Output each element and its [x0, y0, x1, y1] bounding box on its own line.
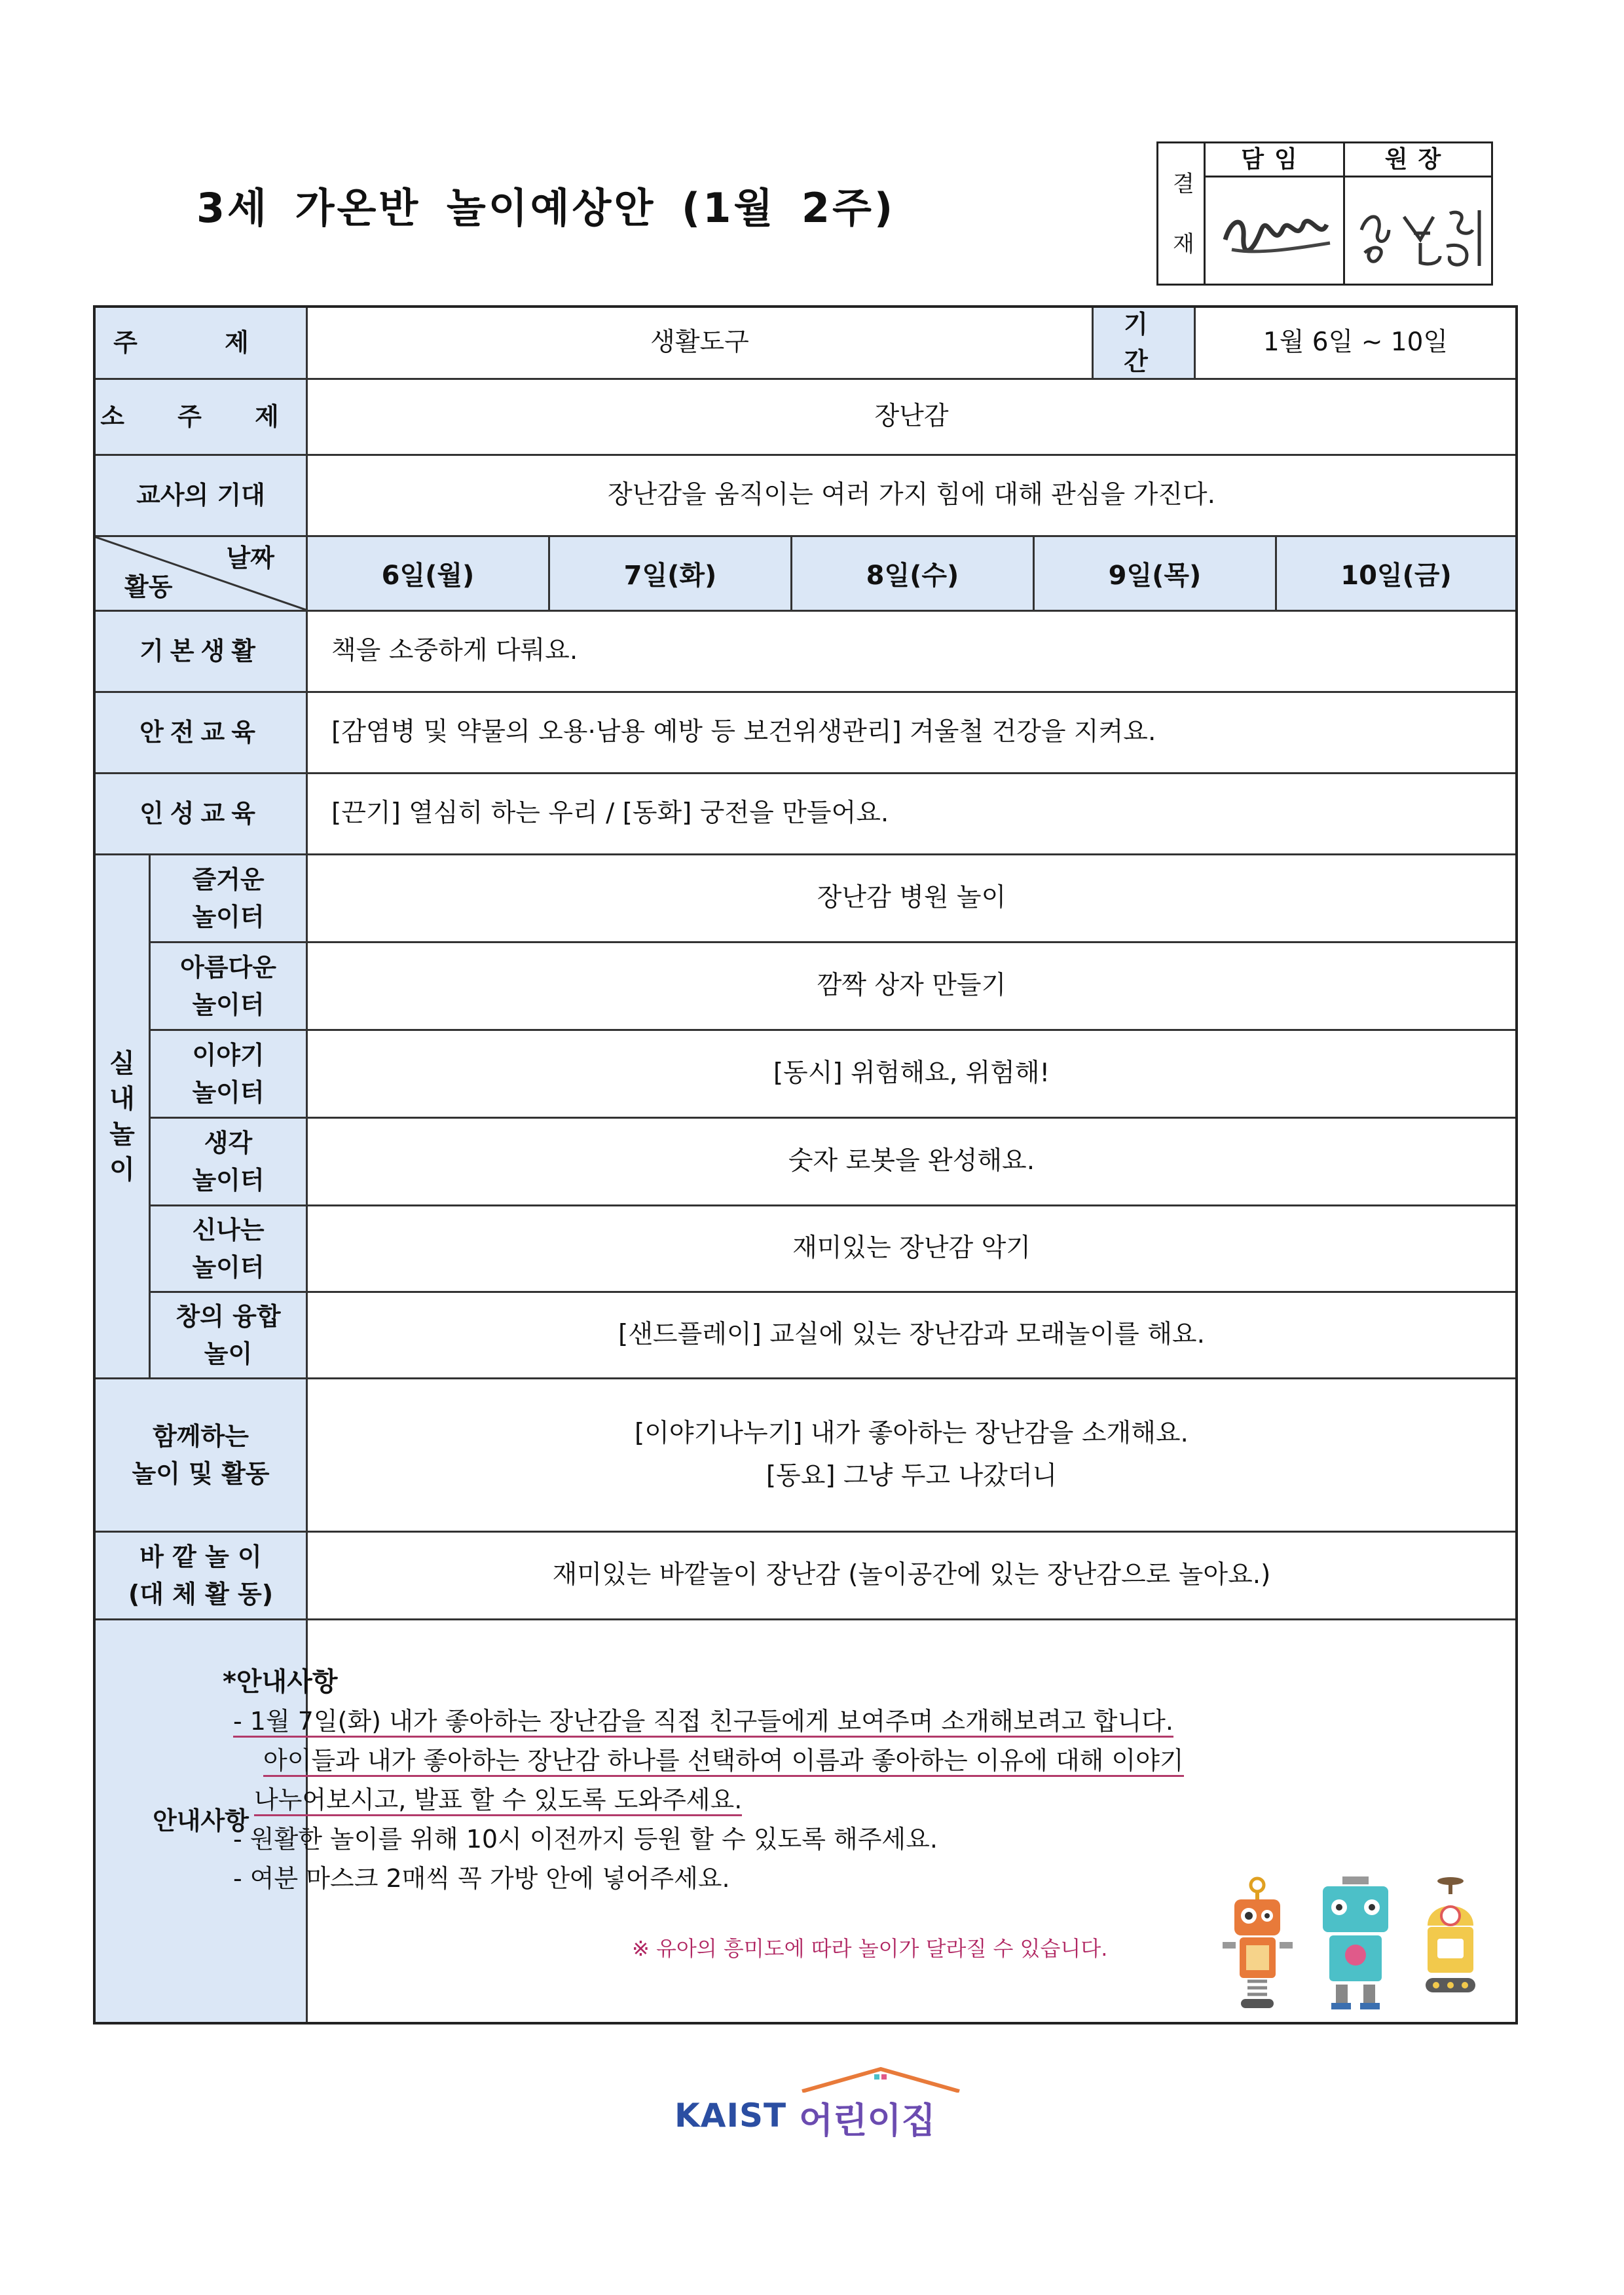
approval-side-bottom: 재	[1173, 231, 1194, 257]
indoor-row-5-value: 재미있는 장난감 악기	[308, 1206, 1515, 1293]
date-label: 날짜	[226, 544, 274, 572]
activity-label: 활동	[124, 572, 173, 601]
indoor-row-5-label: 신나는 놀이터	[151, 1206, 308, 1293]
indoor-row-3-label: 이야기 놀이터	[151, 1031, 308, 1119]
robots-illustration	[1215, 1873, 1490, 2017]
day-fri: 10일(금)	[1277, 537, 1515, 612]
approval-side-top: 결	[1173, 171, 1194, 197]
page-title: 3세 가온반 놀이예상안 (1월 2주)	[196, 184, 896, 232]
approval-teacher-header: 담임	[1206, 143, 1345, 177]
basic-value: 책을 소중하게 다뤄요.	[308, 612, 1515, 693]
expect-value: 장난감을 움직이는 여러 가지 힘에 대해 관심을 가진다.	[308, 456, 1515, 537]
approval-box	[1156, 141, 1493, 286]
indoor-play-label: 실내놀이	[96, 855, 151, 1379]
indoor-row-1-value: 장난감 병원 놀이	[308, 855, 1515, 943]
indoor-row-2-label: 아름다운 놀이터	[151, 943, 308, 1031]
indoor-row-4-label: 생각 놀이터	[151, 1119, 308, 1206]
basic-label: 기본생활	[96, 612, 308, 693]
notice-content	[223, 1662, 1184, 1898]
kaist-daycare-logo	[674, 2066, 963, 2141]
together-line-2: [동요] 그냥 두고 나갔더니	[766, 1461, 1058, 1491]
day-tue: 7일(화)	[550, 537, 792, 612]
period-label: 기 간	[1094, 308, 1196, 380]
indoor-row-1-label: 즐거운 놀이터	[151, 855, 308, 943]
director-signature	[1348, 177, 1492, 286]
notice-heading: *안내사항	[223, 1667, 338, 1697]
day-thu: 9일(목)	[1035, 537, 1277, 612]
subtheme-value: 장난감	[308, 380, 1515, 456]
indoor-row-6-value: [샌드플레이] 교실에 있는 장난감과 모래놀이를 해요.	[308, 1293, 1515, 1379]
expect-label: 교사의 기대	[96, 456, 308, 537]
together-label: 함께하는 놀이 및 활동	[96, 1379, 308, 1533]
notice-footnote: ※ 유아의 흥미도에 따라 놀이가 달라질 수 있습니다.	[632, 1936, 1108, 1961]
safety-value: [감염병 및 약물의 오용·남용 예방 등 보건위생관리] 겨울철 건강을 지켜요.	[308, 693, 1515, 774]
outdoor-label: 바 깥 놀 이 (대 체 활 동)	[96, 1533, 308, 1620]
notice-line-2: 아이들과 내가 좋아하는 장난감 하나를 선택하여 이름과 좋아하는 이유에 대해 이야기	[223, 1741, 1184, 1780]
notice-label: 안내사항	[96, 1620, 308, 2022]
notice-line-1: - 1월 7일(화) 내가 좋아하는 장난감을 직접 친구들에게 보여주며 소개해보려고 합니다.	[223, 1702, 1184, 1741]
theme-label: 주 제	[96, 308, 308, 380]
notice-line-5: - 여분 마스크 2매씩 꼭 가방 안에 넣어주세요.	[233, 1864, 730, 1893]
notice-line-3: 나누어보시고, 발표 할 수 있도록 도와주세요.	[223, 1780, 1184, 1819]
period-value: 1월 6일 ~ 10일	[1196, 308, 1515, 380]
logo-korean-text: 어린이집	[799, 2100, 936, 2141]
notice-line-4: - 원활한 놀이를 위해 10시 이전까지 등원 할 수 있도록 해주세요.	[233, 1825, 938, 1854]
date-activity-header	[96, 537, 308, 612]
indoor-row-6-label: 창의 융합 놀이	[151, 1293, 308, 1379]
together-line-1: [이야기나누기] 내가 좋아하는 장난감을 소개해요.	[635, 1419, 1189, 1449]
character-value: [끈기] 열심히 하는 우리 / [동화] 궁전을 만들어요.	[308, 774, 1515, 855]
teacher-signature	[1206, 177, 1343, 286]
outdoor-value: 재미있는 바깥놀이 장난감 (놀이공간에 있는 장난감으로 놀아요.)	[308, 1533, 1515, 1620]
logo-kaist-text: KAIST	[674, 2097, 787, 2135]
character-label: 인성교육	[96, 774, 308, 855]
subtheme-label: 소 주 제	[96, 380, 308, 456]
indoor-row-3-value: [동시] 위험해요, 위험해!	[308, 1031, 1515, 1119]
day-wed: 8일(수)	[792, 537, 1035, 612]
indoor-row-4-value: 숫자 로봇을 완성해요.	[308, 1119, 1515, 1206]
theme-value: 생활도구	[308, 308, 1094, 380]
indoor-row-2-value: 깜짝 상자 만들기	[308, 943, 1515, 1031]
safety-label: 안전교육	[96, 693, 308, 774]
approval-director-header: 원장	[1345, 143, 1491, 177]
day-mon: 6일(월)	[308, 537, 550, 612]
approval-side	[1158, 143, 1206, 284]
together-value	[308, 1379, 1515, 1533]
